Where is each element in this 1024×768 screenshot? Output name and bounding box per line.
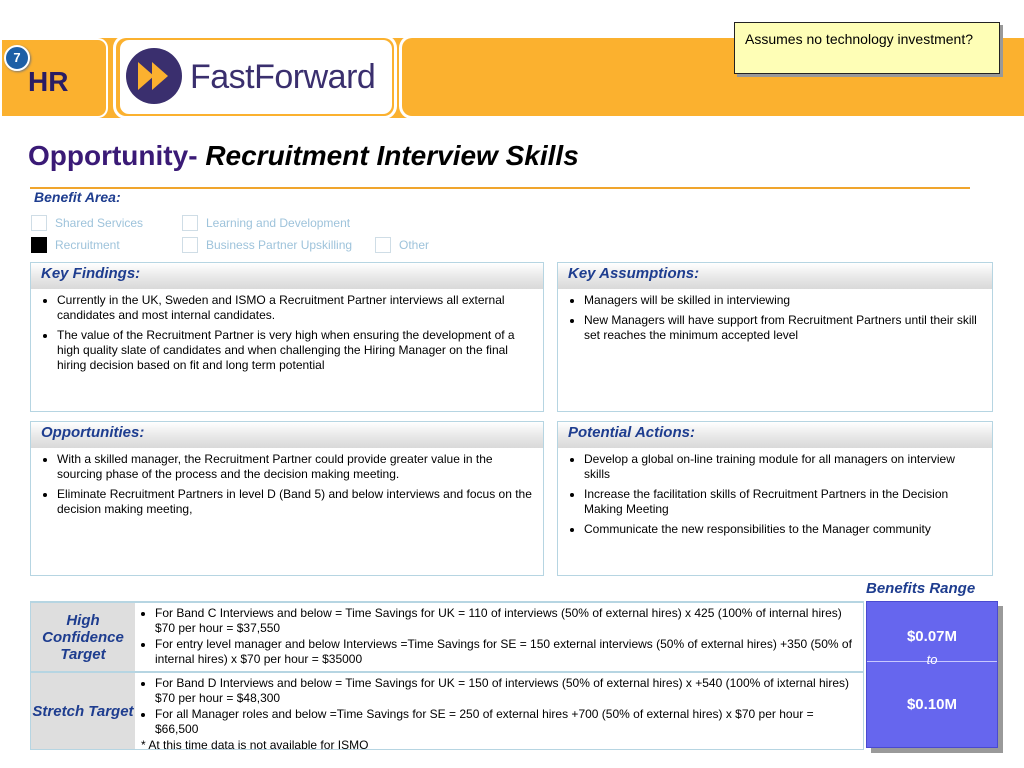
title-rule — [30, 187, 970, 189]
title-prefix: Opportunity- — [28, 140, 198, 171]
benefits-range-box — [866, 601, 998, 748]
checkbox-label-shared-services: Shared Services — [55, 216, 144, 230]
key-assumptions-title: Key Assumptions: — [558, 263, 992, 289]
list-item: • With a skilled manager, the Recruitment Partner could provide greater value in the sourcing phase of the process and the decision making meeting. — [57, 452, 535, 482]
key-assumptions-panel — [557, 262, 993, 412]
high-confidence-row — [30, 602, 864, 672]
sticky-note: Assumes no technology investment? — [734, 22, 1000, 74]
section-label: HR — [28, 66, 69, 97]
opportunities-list — [31, 452, 543, 517]
stretch-row — [30, 672, 864, 750]
list-item: • Managers will be skilled in interviewing — [584, 293, 984, 308]
section-number-badge: 7 — [4, 45, 30, 71]
checkbox-recruitment[interactable] — [31, 237, 47, 253]
list-item: • Communicate the new responsibilities to the Manager community — [584, 522, 984, 537]
high-confidence-label: High Confidence Target — [31, 603, 135, 671]
opportunities-panel — [30, 421, 544, 576]
high-confidence-details — [137, 603, 863, 668]
benefit-area-label: Benefit Area: — [34, 189, 121, 205]
range-low-value: $0.07M — [906, 628, 958, 645]
potential-actions-list — [558, 452, 992, 537]
potential-actions-panel — [557, 421, 993, 576]
checkbox-label-business-partner-upskilling: Business Partner Upskilling — [206, 238, 353, 252]
list-item: • For all Manager roles and below =Time Savings for SE = 250 of external hires +700 (50% of external hires) x $70 per hour = $66,500 — [155, 707, 857, 737]
list-item: • For Band C Interviews and below = Time Savings for UK = 110 of interviews (50% of external hires) x 425 (100% of internal hires) $70 per hour = $37,550 — [155, 606, 857, 636]
benefits-table — [30, 601, 864, 752]
list-item: • Increase the facilitation skills of Recruitment Partners in the Decision Making Meeting — [584, 487, 984, 517]
key-findings-title: Key Findings: — [31, 263, 543, 289]
opportunities-title: Opportunities: — [31, 422, 543, 448]
list-item: • For entry level manager and below Interviews =Time Savings for SE = 150 external interviews (50% of external hires) +350 (50% of internal hires) x $70 per hour = $35000 — [155, 637, 857, 667]
stretch-label: Stretch Target — [31, 673, 135, 749]
list-item: • Currently in the UK, Sweden and ISMO a Recruitment Partner interviews all external candidates and most internal candidates. — [57, 293, 535, 323]
checkbox-other[interactable] — [375, 237, 391, 253]
checkbox-business-partner-upskilling[interactable] — [182, 237, 198, 253]
fastforward-logo-icon — [124, 46, 184, 106]
title-name: Recruitment Interview Skills — [205, 140, 579, 171]
list-item: • New Managers will have support from Recruitment Partners until their skill set reaches the minimum accepted level — [584, 313, 984, 343]
list-item: • The value of the Recruitment Partner is very high when ensuring the development of a high quality slate of candidates and when challenging the Hiring Manager on the final hiring decision based on fit and long term potential — [57, 328, 535, 373]
benefits-range-label: Benefits Range — [866, 580, 976, 597]
potential-actions-title: Potential Actions: — [558, 422, 992, 448]
key-findings-panel — [30, 262, 544, 412]
checkbox-label-recruitment: Recruitment — [55, 238, 120, 252]
brand-name: FastForward — [190, 58, 376, 96]
range-to-label: to — [926, 652, 938, 667]
list-item: • Eliminate Recruitment Partners in level D (Band 5) and below interviews and focus on the decision making meeting, — [57, 487, 535, 517]
stretch-footnote: * At this time data is not available for ISMO — [141, 738, 369, 752]
key-findings-list — [31, 293, 543, 373]
key-assumptions-list — [558, 293, 992, 343]
checkbox-shared-services[interactable] — [31, 215, 47, 231]
checkbox-learning-development[interactable] — [182, 215, 198, 231]
checkbox-label-learning-development: Learning and Development — [206, 216, 351, 230]
page-title — [28, 140, 579, 172]
list-item: • Develop a global on-line training module for all managers on interview skills — [584, 452, 984, 482]
stretch-details — [137, 673, 863, 753]
range-high-value: $0.10M — [906, 696, 958, 713]
checkbox-label-other: Other — [399, 238, 430, 252]
list-item: • For Band D Interviews and below = Time Savings for UK = 150 of interviews (50% of external hires) x +540 (100% of ixternal hires) $70 per hour = $48,300 — [155, 676, 857, 706]
